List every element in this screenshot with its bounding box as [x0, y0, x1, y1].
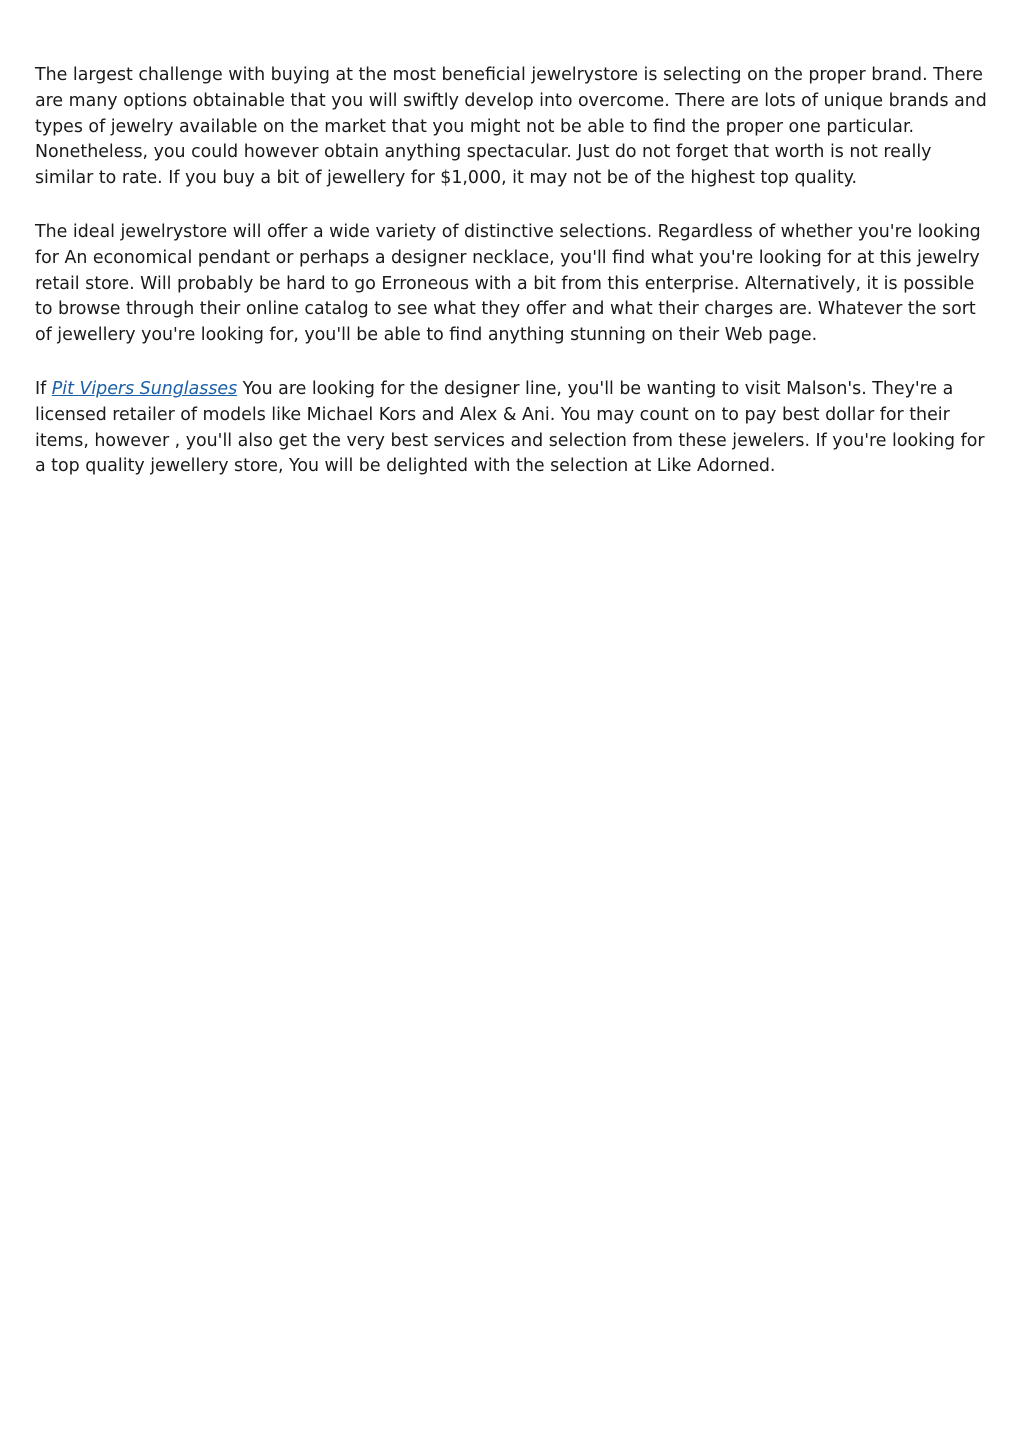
paragraph-1: The largest challenge with buying at the most beneficial jewelrystore is selecting on the proper brand. There are many options obtainable that you will swiftly develop into overcome. There are lots of unique brands and types of jewelry available on the market that you might not be able to find the proper one particular. Nonetheless, you could however obtain anything spectacular. Just do not forget that worth is not really similar to rate. If you buy a bit of jewellery for $1,000, it may not be of the highest top quality. [35, 65, 987, 189]
paragraph-3-lead: If [35, 378, 52, 399]
pit-vipers-sunglasses-link[interactable]: Pit Vipers Sunglasses [51, 378, 238, 399]
paragraph-2: The ideal jewelrystore will offer a wide variety of distinctive selections. Regardless of whether you're looking for An economical pendant or perhaps a designer necklace, you'll find what you're looking for at this jewelry retail store. Will probably be hard to go Erroneous with a bit from this enterprise. Alternatively, it is possible to browse through their online catalog to see what they offer and what their charges are. Whatever the sort of jewellery you're looking for, you'll be able to find anything stunning on their Web page. [35, 221, 981, 346]
paragraph-3 [35, 377, 995, 480]
document-body [35, 63, 995, 508]
paragraph-3-body: You are looking for the designer line, you'll be wanting to visit Malson's. They're a licensed retailer of models like Michael Kors and Alex & Ani. You may count on to pay best dollar for their items, however , you'll also get the very best services and selection from these jewelers. If you're looking for a top quality jewellery store, You will be delighted with the selection at Like Adorned. [35, 378, 985, 477]
